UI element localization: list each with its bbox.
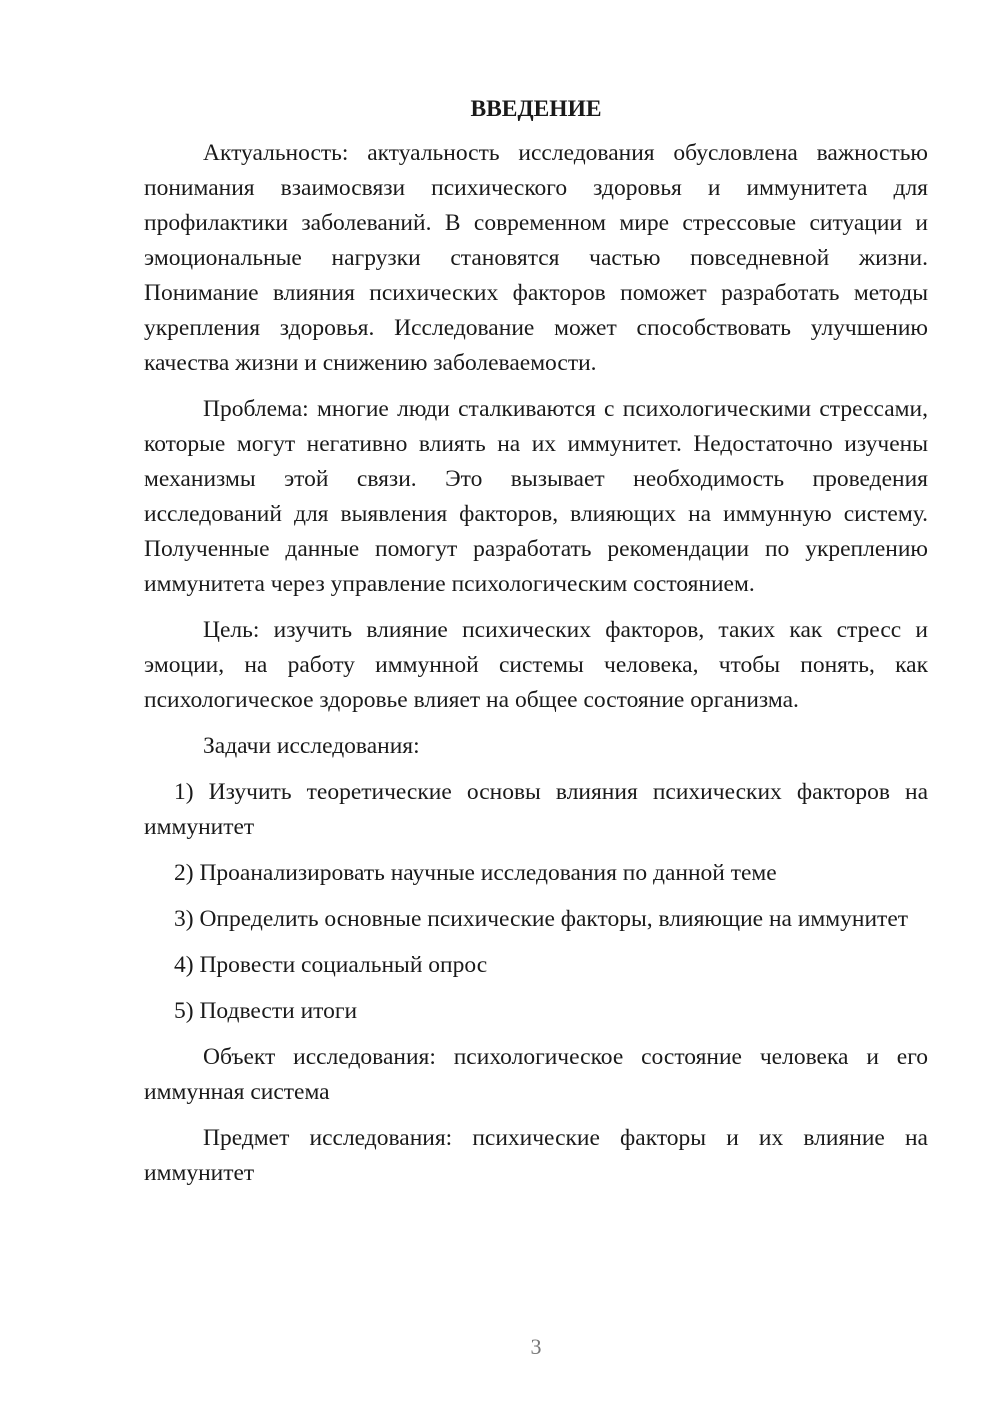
task-item-2: 2) Проанализировать научные исследования по данной теме (174, 860, 777, 886)
relevance-paragraph: Актуальность: актуальность исследования обусловлена важностью понимания взаимосвязи психического здоровья и иммунитета для профилактики заболеваний. В современном мире стрессовые ситуации и эмоциональные нагрузки становятся частью повседневной жизни. Понимание влияния психических факторов поможет разработать методы укрепления здоровья. Исследование может способствовать улучшению качества жизни и снижению заболеваемости. (144, 140, 928, 376)
page-number: 3 (530, 1334, 542, 1359)
task-item-1: 1) Изучить теоретические основы влияния психических факторов на иммунитет (144, 779, 928, 840)
subject-paragraph: Предмет исследования: психические факторы и их влияние на иммунитет (144, 1125, 928, 1186)
section-heading: ВВЕДЕНИЕ (470, 96, 602, 122)
task-item-3: 3) Определить основные психические факторы, влияющие на иммунитет (174, 906, 909, 932)
goal-paragraph: Цель: изучить влияние психических факторов, таких как стресс и эмоции, на работу иммунной системы человека, чтобы понять, как психологическое здоровье влияет на общее состояние организма. (144, 617, 928, 713)
task-item-4: 4) Провести социальный опрос (174, 952, 488, 978)
tasks-title: Задачи исследования: (203, 733, 420, 759)
page-content (144, 92, 928, 1202)
problem-paragraph: Проблема: многие люди сталкиваются с психологическими стрессами, которые могут негативно влиять на их иммунитет. Недостаточно изучены механизмы этой связи. Это вызывает необходимость проведения исследований для выявления факторов, влияющих на иммунную систему. Полученные данные помогут разработать рекомендации по укреплению иммунитета через управление психологическим состоянием. (144, 396, 928, 597)
task-item-5: 5) Подвести итоги (174, 998, 358, 1024)
object-paragraph: Объект исследования: психологическое состояние человека и его иммунная система (144, 1044, 928, 1105)
